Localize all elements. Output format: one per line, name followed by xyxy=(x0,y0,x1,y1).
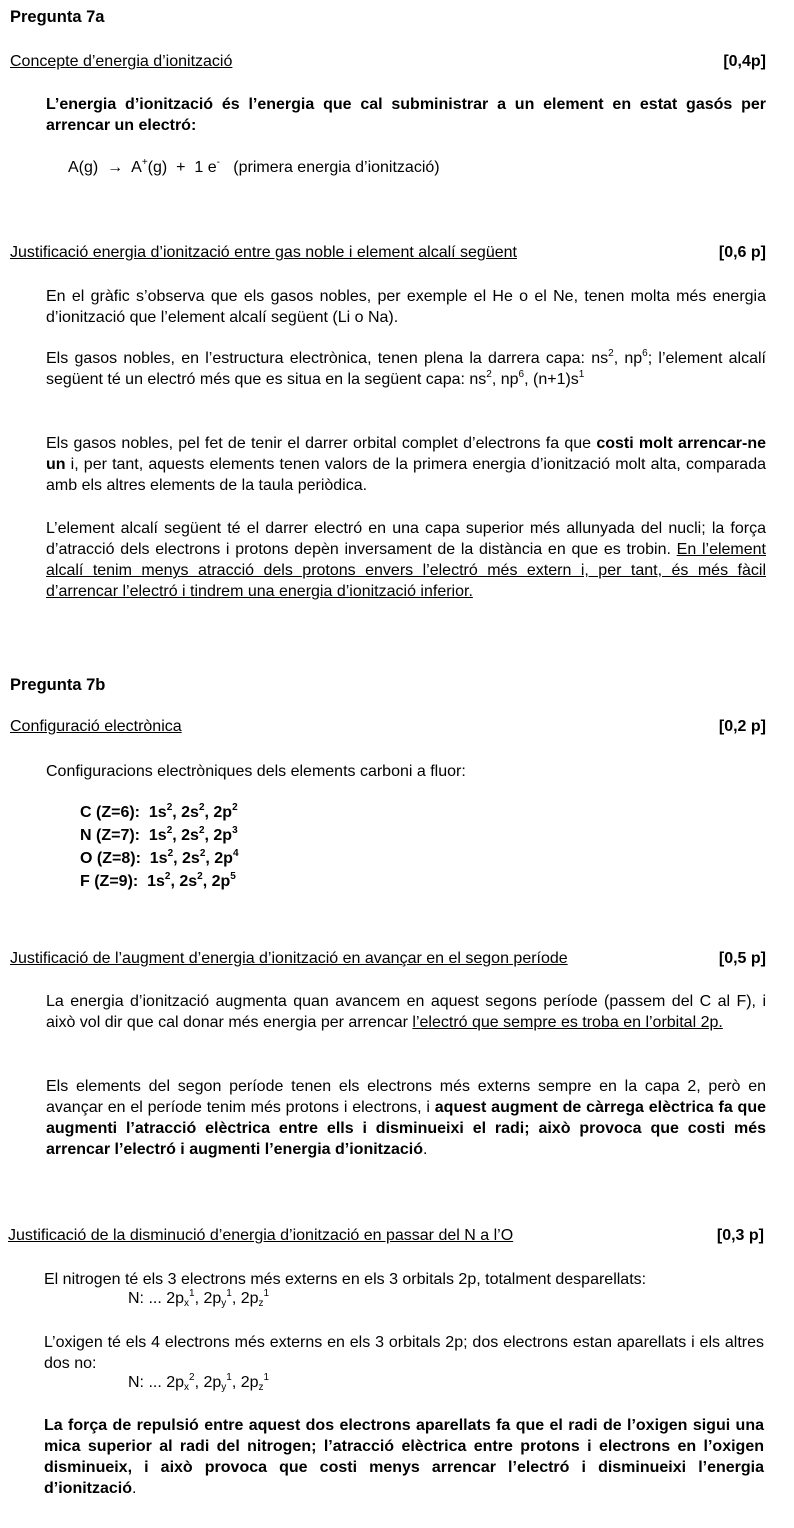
section-configuration-points: [0,2 p] xyxy=(718,718,766,735)
arrow-icon: → xyxy=(107,159,124,176)
nitrogen-orbital-config: N: ... $2p_x^1$, $2p_y^1$, $2p_z^1$ xyxy=(128,1288,270,1309)
paragraph-nitrogen: El nitrogen té els 3 electrons més externs en els 3 orbitals 2p, totalment desparellats: xyxy=(44,1271,647,1288)
paragraph-repulsion: La força de repulsió entre aquest dos electrons aparellats fa que el radi de l’oxigen sigui una mica superior al radi del nitrogen; l’atracció elèctrica entre protons i electrons en l’oxigen disminueix, i això provoca que costi menys arrencar l’electró i disminueixi l’energia d’ionització. xyxy=(44,1417,764,1497)
section-noble-gas-label: Justificació energia d’ionització entre gas noble i element alcalí següent xyxy=(10,244,517,261)
question-7b-title: Pregunta 7b xyxy=(10,676,106,694)
section-concept-label: Concepte d’energia d’ionització xyxy=(10,53,233,70)
paragraph-noble-gas-justification: Els gasos nobles, pel fet de tenir el darrer orbital complet d’electrons fa que costi molt arrencar-ne un i, per tant, aquests elements tenen valors de la primera energia d’ionització molt alta, comparada amb els altres elements de la taula periòdica. xyxy=(46,435,766,494)
paragraph-electron-structure: Els gasos nobles, en l’estructura electrònica, tenen plena la darrera capa: $ns^2$, $np^6$; l’element alcalí següent té un electró més que es situa en la següent capa: $ns^2$, $np^6$, $(n+1)s^1$ xyxy=(46,348,766,388)
eq-electron: 1 e xyxy=(194,159,217,176)
paragraph-alkali-justification: L’element alcalí següent té el darrer electró en una capa superior més allunyada del nucli; la força d’atracció dels electrons i protons depèn inversament de la distància en que es trobin. En l’element alcalí tenim menys atracció dels protons envers l’electró més extern i, per tant, és més fàcil d’arrencar l’electró i tindrem una energia d’ionització inferior. xyxy=(46,520,766,600)
config-nitrogen: N (Z=7): $1s^2$, $2s^2$, $2p^3$ xyxy=(80,825,238,844)
section-increase-label: Justificació de l’augment d’energia d’ionització en avançar en el segon període xyxy=(10,950,568,967)
config-fluorine: F (Z=9): $1s^2$, $2s^2$, $2p^5$ xyxy=(80,871,236,890)
paragraph-oxygen: L’oxigen té els 4 electrons més externs en els 3 orbitals 2p; dos electrons estan aparellats i els altres dos no: xyxy=(44,1334,764,1372)
eq-reactant: A(g) xyxy=(68,159,99,176)
paragraph-energy-increase: La energia d’ionització augmenta quan avancem en aquest segons període (passem del C al F), i això vol dir que cal donar més energia per arrencar l’electró que sempre es troba en l’orbital 2p. xyxy=(46,993,766,1031)
ionization-equation xyxy=(68,159,440,177)
oxygen-orbital-config: N: ... $2p_x^2$, $2p_y^1$, $2p_z^1$ xyxy=(128,1372,270,1393)
section-configuration-row xyxy=(10,718,766,736)
configuration-intro: Configuracions electròniques dels elements carboni a fluor: xyxy=(46,763,466,780)
section-increase-points: [0,5 p] xyxy=(718,950,766,967)
eq-ion: A xyxy=(131,159,142,176)
paragraph-period-explanation: Els elements del segon període tenen els electrons més externs sempre en la capa 2, però en avançar en el període tenim més protons i electrons, i aquest augment de càrrega elèctrica fa que augmenti l’atracció elèctrica entre ells i disminueixi el radi; això provoca que costi més arrencar l’electró i augmenti l’energia d’ionització. xyxy=(46,1078,767,1158)
section-concept-points: [0,4p] xyxy=(723,53,766,70)
section-increase-row xyxy=(10,950,766,968)
section-decrease-row xyxy=(8,1227,764,1245)
config-carbon: C (Z=6): $1s^2$, $2s^2$, $2p^2$ xyxy=(80,802,238,821)
section-noble-gas-points: [0,6 p] xyxy=(718,244,766,261)
eq-ion-charge: + xyxy=(141,157,148,168)
section-decrease-points: [0,3 p] xyxy=(716,1227,764,1244)
eq-electron-charge: - xyxy=(216,157,220,168)
eq-note: (primera energia d’ionització) xyxy=(233,159,440,176)
eq-ion-state: (g) xyxy=(147,159,168,176)
section-decrease-label: Justificació de la disminució d’energia d’ionització en passar del N a l’O xyxy=(8,1227,514,1244)
configuration-list xyxy=(80,801,239,893)
config-oxygen: O (Z=8): $1s^2$, $2s^2$, $2p^4$ xyxy=(80,848,239,867)
section-noble-gas-row xyxy=(10,244,766,262)
eq-plus: + xyxy=(176,159,186,176)
section-configuration-label: Configuració electrònica xyxy=(10,718,182,735)
question-7a-title: Pregunta 7a xyxy=(10,8,105,26)
section-concept-row xyxy=(10,53,766,71)
paragraph-graph-observation: En el gràfic s’observa que els gasos nobles, per exemple el He o el Ne, tenen molta més energia d’ionització que l’element alcalí següent (Li o Na). xyxy=(46,288,766,326)
ionization-definition: L’energia d’ionització és l’energia que cal subministrar a un element en estat gasós per arrencar un electró: xyxy=(46,96,766,134)
